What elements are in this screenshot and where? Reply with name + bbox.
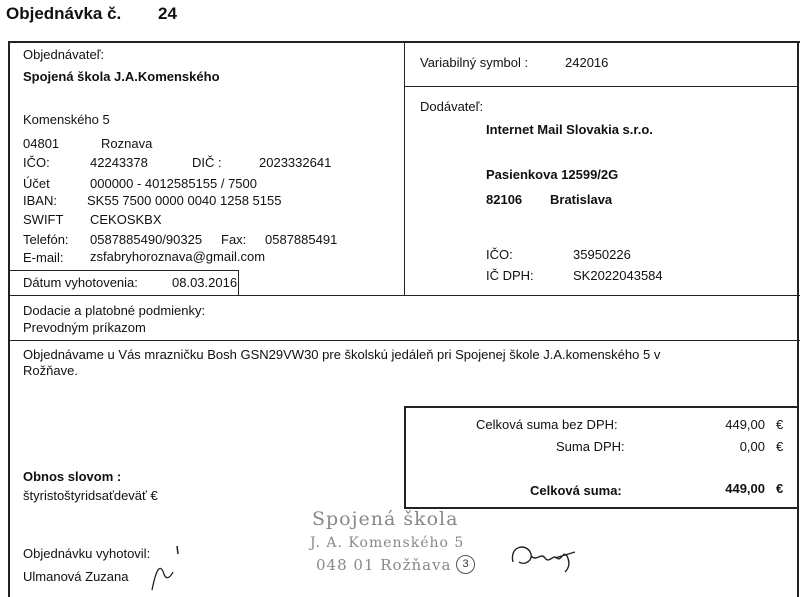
amount-words-label: Obnos slovom : [23,469,122,484]
buyer-name: Spojená škola J.A.Komenského [23,69,220,84]
variable-symbol-value: 242016 [565,55,609,70]
issued-by-name: Ulmanová Zuzana [23,569,129,584]
divider-date-box-right [238,270,239,296]
supplier-street: Pasienkova 12599/2G [486,167,619,182]
divider-vertical-top [404,41,405,295]
buyer-swift-label: SWIFT [23,212,64,227]
buyer-account: 000000 - 4012585155 / 7500 [90,176,257,191]
divider-variable-symbol [404,86,799,87]
total-sum-currency: € [776,481,784,496]
buyer-email-label: E-mail: [23,250,64,265]
total-net-value: 449,00 [725,417,765,432]
divider-order-text [8,340,800,341]
divider-date-box-top [8,270,238,271]
supplier-ico-label: IČO: [486,247,513,262]
frame-left [8,41,10,597]
terms-label: Dodacie a platobné podmienky: [23,303,206,318]
stamp-line2: J. A. Komenského 5 [310,535,465,551]
order-number: 24 [158,4,177,23]
supplier-ico: 35950226 [573,247,631,262]
supplier-city: Bratislava [550,192,613,207]
buyer-iban-label: IBAN: [23,193,57,208]
signature [505,536,585,576]
total-vat-value: 0,00 [739,439,765,454]
issuer-signature-mark [140,540,190,595]
total-net-currency: € [776,417,784,432]
order-text-line1: Objednávame u Vás mrazničku Bosh GSN29VW30 pre školskú jedáleň pri Spojenej škole J.A.komenského 5 v [23,347,661,362]
issue-date-label: Dátum vyhotovenia: [23,275,138,290]
buyer-fax: 0587885491 [265,232,338,247]
buyer-ico: 42243378 [90,155,148,170]
total-net-label: Celková suma bez DPH: [476,417,618,432]
supplier-icdph-label: IČ DPH: [486,268,534,283]
buyer-city: Roznava [101,136,153,151]
buyer-dic-label: DIČ : [192,155,222,170]
frame-right [797,41,799,597]
order-text-line2: Rožňave. [23,363,78,378]
totals-box-left [404,406,406,509]
issue-date-value: 08.03.2016 [172,275,238,290]
order-title: Objednávka č. [6,4,122,23]
buyer-street: Komenského 5 [23,112,110,127]
total-vat-label: Suma DPH: [556,439,625,454]
totals-box-top [404,406,799,408]
buyer-label: Objednávateľ: [23,47,105,62]
stamp-number: 3 [456,555,475,574]
stamp-line1: Spojená škola [312,508,459,530]
buyer-iban: SK55 7500 0000 0040 1258 5155 [87,193,282,208]
terms-value: Prevodným príkazom [23,320,146,335]
supplier-name: Internet Mail Slovakia s.r.o. [486,122,653,137]
stamp-line3: 048 01 Rožňava [316,556,452,574]
buyer-dic: 2023332641 [259,155,332,170]
buyer-phone: 0587885490/90325 [90,232,203,247]
buyer-fax-label: Fax: [221,232,247,247]
total-vat-currency: € [776,439,784,454]
buyer-ico-label: IČO: [23,155,50,170]
total-sum-label: Celková suma: [530,483,622,498]
variable-symbol-label: Variabilný symbol : [420,55,529,70]
supplier-label: Dodávateľ: [420,99,484,114]
supplier-zip: 82106 [486,192,523,207]
divider-terms [8,295,800,296]
total-sum-value: 449,00 [725,481,765,496]
buyer-swift: CEKOSKBX [90,212,162,227]
buyer-account-label: Účet [23,176,50,191]
buyer-phone-label: Telefón: [23,232,69,247]
supplier-icdph: SK2022043584 [573,268,663,283]
buyer-zip: 04801 [23,136,60,151]
totals-box-bottom [404,507,799,509]
issued-by-label: Objednávku vyhotovil: [23,546,151,561]
amount-words-value: štyristoštyridsaťdeväť € [23,488,158,503]
buyer-email: zsfabryhoroznava@gmail.com [90,249,266,264]
